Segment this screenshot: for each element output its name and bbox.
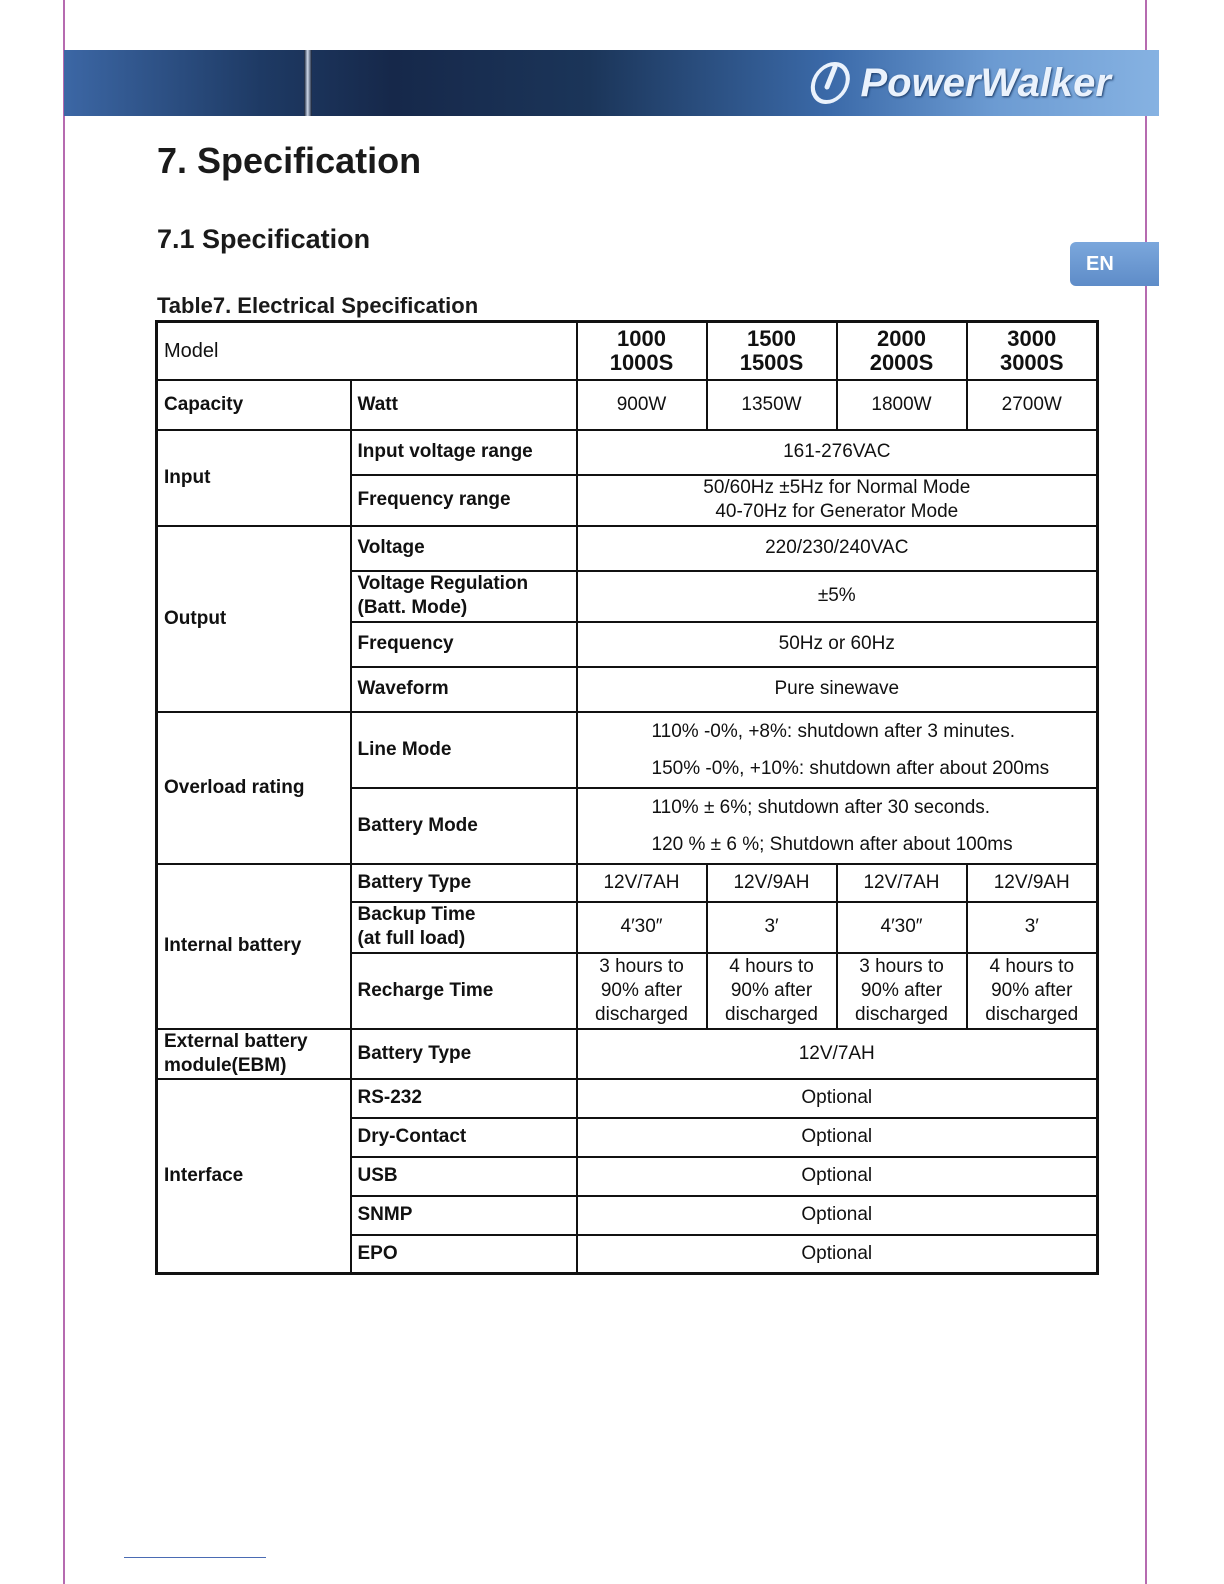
header-banner	[64, 50, 1159, 116]
value-cell: 12V/7AH	[837, 864, 967, 902]
footer-rule	[124, 1557, 266, 1558]
sub-waveform: Waveform	[351, 667, 577, 712]
value-cell: Pure sinewave	[577, 667, 1098, 712]
section-title: 7.1 Specification	[157, 224, 371, 254]
category-capacity: Capacity	[157, 380, 351, 430]
sub-voltage-regulation: Voltage Regulation (Batt. Mode)	[351, 571, 577, 622]
power-icon	[809, 61, 853, 105]
table-row	[157, 526, 1098, 571]
category-overload-rating: Overload rating	[157, 712, 351, 864]
sub-ebm-battery-type: Battery Type	[351, 1029, 577, 1079]
category-input: Input	[157, 430, 351, 526]
sub-rs-232: RS-232	[351, 1079, 577, 1118]
value-cell: 12V/7AH	[577, 1029, 1098, 1079]
value-cell: 4′30″	[837, 902, 967, 953]
value-cell: 3 hours to 90% after discharged	[577, 953, 707, 1029]
category-external-battery-module: External battery module(EBM)	[157, 1029, 351, 1079]
value-cell: 50/60Hz ±5Hz for Normal Mode 40-70Hz for Generator Mode	[577, 475, 1098, 526]
banner-divider	[304, 50, 312, 116]
sub-voltage: Voltage	[351, 526, 577, 571]
value-cell: 4 hours to 90% after discharged	[967, 953, 1098, 1029]
page-title: 7. Specification	[157, 140, 422, 181]
model-label: Model	[157, 322, 577, 380]
sub-line-mode: Line Mode	[351, 712, 577, 788]
value-cell: 1350W	[707, 380, 837, 430]
page-border-left	[63, 0, 65, 1584]
table-caption: Table7. Electrical Specification	[157, 293, 479, 318]
value-cell: 50Hz or 60Hz	[577, 622, 1098, 667]
sub-backup-time: Backup Time (at full load)	[351, 902, 577, 953]
table-row	[157, 1079, 1098, 1118]
value-cell: 12V/9AH	[967, 864, 1098, 902]
value-cell: 12V/7AH	[577, 864, 707, 902]
value-cell: Optional	[577, 1196, 1098, 1235]
sub-battery-type: Battery Type	[351, 864, 577, 902]
value-cell: 3 hours to 90% after discharged	[837, 953, 967, 1029]
value-cell: 2700W	[967, 380, 1098, 430]
sub-dry-contact: Dry-Contact	[351, 1118, 577, 1157]
sub-input-voltage-range: Input voltage range	[351, 430, 577, 475]
brand-logo	[809, 60, 1112, 106]
value-cell: 4′30″	[577, 902, 707, 953]
value-cell: Optional	[577, 1157, 1098, 1196]
model-cell: 2000 2000S	[837, 322, 967, 380]
model-cell: 3000 3000S	[967, 322, 1098, 380]
category-internal-battery: Internal battery	[157, 864, 351, 1029]
value-cell: 900W	[577, 380, 707, 430]
sub-recharge-time: Recharge Time	[351, 953, 577, 1029]
value-cell: 3′	[967, 902, 1098, 953]
electrical-spec-table	[155, 320, 1099, 1275]
value-cell: 161-276VAC	[577, 430, 1098, 475]
category-interface: Interface	[157, 1079, 351, 1274]
table-row	[157, 322, 1098, 380]
value-cell: 1800W	[837, 380, 967, 430]
table-row	[157, 864, 1098, 902]
sub-frequency: Frequency	[351, 622, 577, 667]
table-row	[157, 430, 1098, 475]
sub-epo: EPO	[351, 1235, 577, 1274]
value-cell: 3′	[707, 902, 837, 953]
value-cell: Optional	[577, 1079, 1098, 1118]
sub-frequency-range: Frequency range	[351, 475, 577, 526]
page-border-right	[1145, 0, 1147, 1584]
value-cell: Optional	[577, 1118, 1098, 1157]
brand-name: PowerWalker	[860, 60, 1111, 105]
value-cell: 110% -0%, +8%: shutdown after 3 minutes. 150% -0%, +10%: shutdown after about 200ms	[577, 712, 1098, 788]
value-cell: 110% ± 6%; shutdown after 30 seconds. 120 % ± 6 %; Shutdown after about 100ms	[577, 788, 1098, 864]
category-output: Output	[157, 526, 351, 712]
value-cell: 12V/9AH	[707, 864, 837, 902]
table-row	[157, 712, 1098, 788]
sub-watt: Watt	[351, 380, 577, 430]
value-cell: ±5%	[577, 571, 1098, 622]
sub-usb: USB	[351, 1157, 577, 1196]
value-cell: 220/230/240VAC	[577, 526, 1098, 571]
model-cell: 1500 1500S	[707, 322, 837, 380]
model-cell: 1000 1000S	[577, 322, 707, 380]
table-row	[157, 1029, 1098, 1079]
sub-battery-mode: Battery Mode	[351, 788, 577, 864]
table-row	[157, 380, 1098, 430]
value-cell: 4 hours to 90% after discharged	[707, 953, 837, 1029]
language-tab[interactable]: EN	[1070, 242, 1159, 286]
value-cell: Optional	[577, 1235, 1098, 1274]
sub-snmp: SNMP	[351, 1196, 577, 1235]
